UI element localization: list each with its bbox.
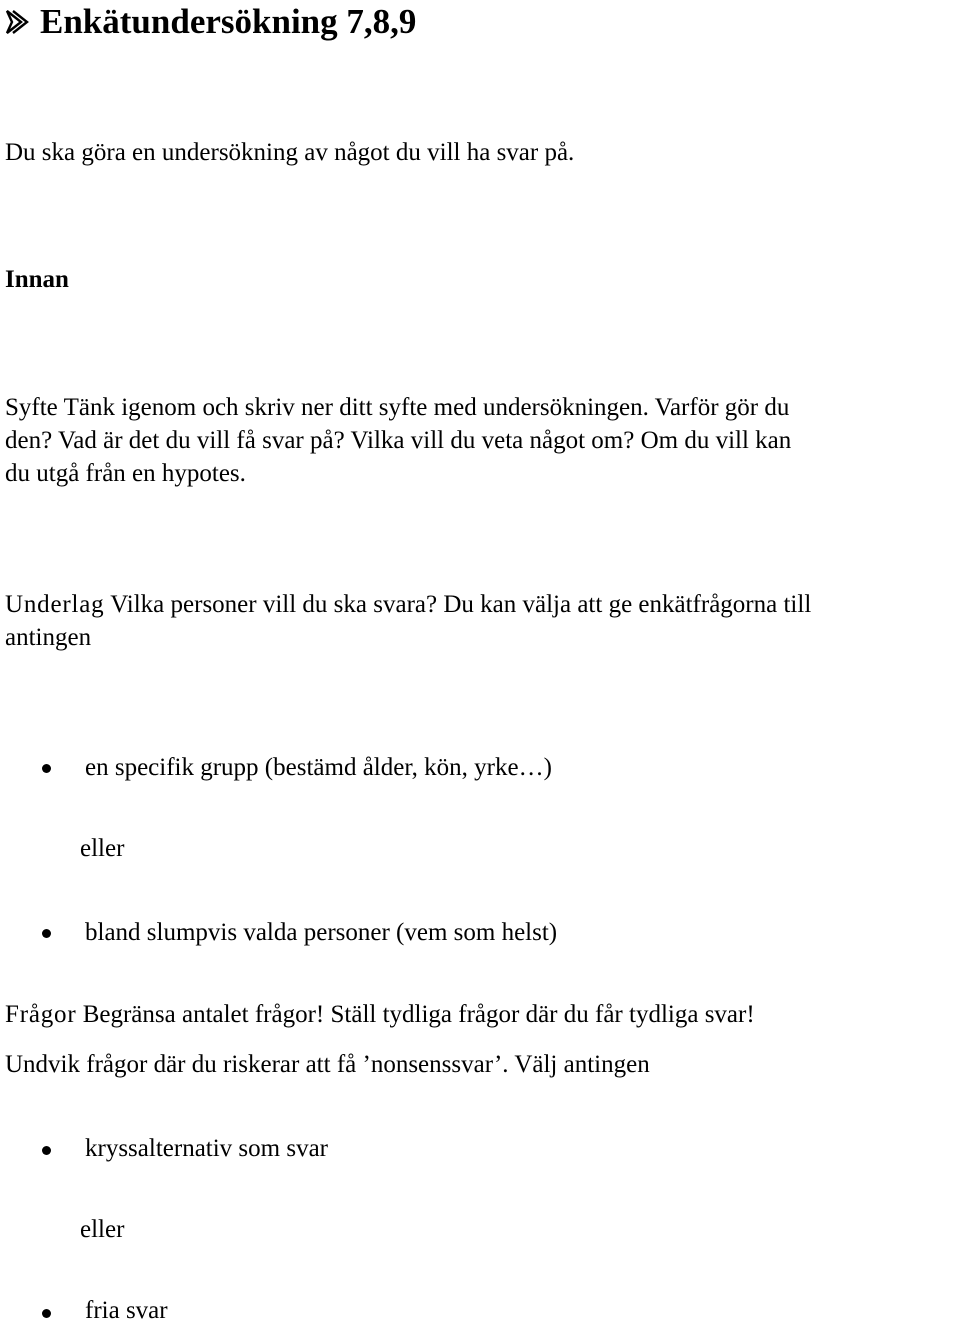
target-option-2: bland slumpvis valda personer (vem som helst): [85, 919, 558, 946]
bullet-point-icon: [42, 1309, 51, 1318]
answer-option-2: fria svar: [85, 1297, 168, 1324]
fragor-line-2: Undvik frågor där du riskerar att få ’nonsenssvar’. Välj antingen: [5, 1051, 650, 1078]
fragor-text-1: Begränsa antalet frågor! Ställ tydliga frågor där du får tydliga svar!: [82, 1001, 755, 1028]
answer-option-1: kryssalternativ som svar: [85, 1135, 329, 1162]
bullet-point-icon: [42, 929, 51, 938]
target-option-1: en specifik grupp (bestämd ålder, kön, yrke…): [85, 754, 552, 781]
syfte-label: Syfte: [5, 394, 58, 421]
underlag-line-1: [5, 588, 811, 621]
underlag-label: Underlag: [5, 591, 105, 618]
answer-option-separator: eller: [80, 1216, 125, 1243]
document-title: [4, 0, 416, 44]
bullet-point-icon: [42, 764, 51, 773]
arrow-checkmark-icon: [4, 5, 38, 39]
syfte-line-3: du utgå från en hypotes.: [5, 460, 246, 487]
fragor-line-1: [5, 998, 755, 1031]
innan-heading: Innan: [5, 266, 69, 293]
underlag-text-1: Vilka personer vill du ska svara? Du kan välja att ge enkätfrågorna till: [110, 591, 812, 618]
syfte-line-2: den? Vad är det du vill få svar på? Vilka vill du veta något om? Om du vill kan: [5, 427, 792, 454]
syfte-line-1: [5, 391, 789, 424]
syfte-text-1: Tänk igenom och skriv ner ditt syfte med undersökningen. Varför gör du: [63, 394, 790, 421]
underlag-line-2: antingen: [5, 624, 92, 651]
fragor-label: Frågor: [5, 1001, 77, 1028]
title-text: Enkätundersökning 7,8,9: [40, 2, 417, 41]
intro-text: Du ska göra en undersökning av något du vill ha svar på.: [5, 139, 575, 166]
bullet-point-icon: [42, 1146, 51, 1155]
target-option-separator: eller: [80, 835, 125, 862]
